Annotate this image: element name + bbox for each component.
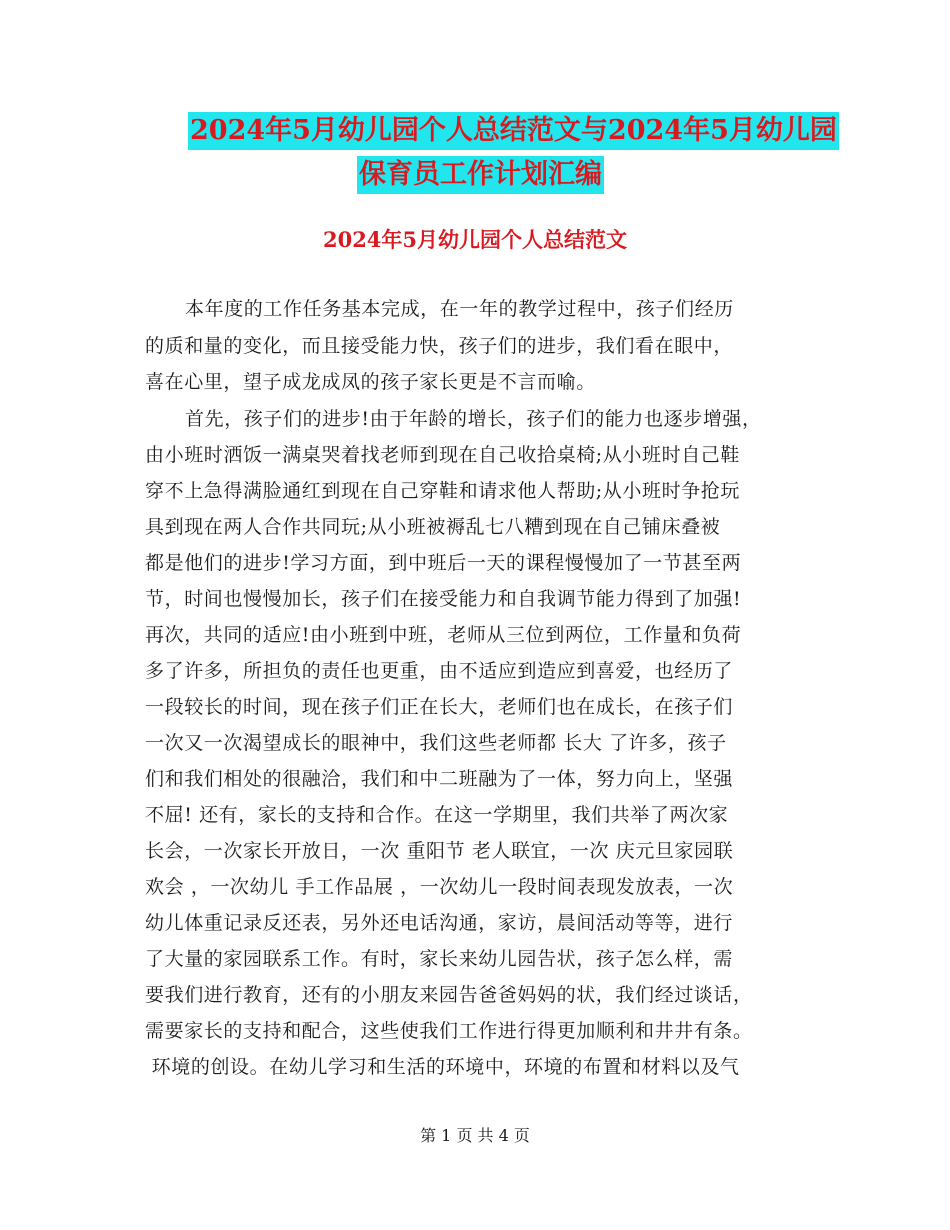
body-line: 由小班时洒饭一满桌哭着找老师到现在自己收拾桌椅;从小班时自己鞋 bbox=[145, 444, 741, 466]
body-line: 喜在心里，望子成龙成凤的孩子家长更是不言而喻。 bbox=[145, 371, 596, 393]
body-line: 一次又一次渴望成长的眼神中，我们这些老师都 长大 了许多，孩子 bbox=[145, 732, 727, 754]
body-line: 们和我们相处的很融洽，我们和中二班融为了一体，努力向上，坚强 bbox=[145, 768, 734, 790]
section-heading: 2024年5月幼儿园个人总结范文 bbox=[322, 227, 628, 252]
body-line: 都是他们的进步!学习方面，到中班后一天的课程慢慢加了一节甚至两 bbox=[145, 552, 742, 574]
title-line-2: 保育员工作计划汇编 bbox=[357, 156, 604, 194]
body-line: 要我们进行教育，还有的小朋友来园告爸爸妈妈的状，我们经过谈话， bbox=[145, 984, 753, 1006]
body-line: 穿不上急得满脸通红到现在自己穿鞋和请求他人帮助;从小班时争抢玩 bbox=[145, 480, 741, 502]
body-line: 需要家长的支持和配合，这些使我们工作进行得更加顺利和井井有条。 bbox=[145, 1020, 753, 1042]
body-line: 节，时间也慢慢加长，孩子们在接受能力和自我调节能力得到了加强! bbox=[145, 588, 742, 610]
page-footer: 第 1 页 共 4 页 bbox=[420, 1126, 530, 1145]
body-line: 幼儿体重记录反还表，另外还电话沟通，家访，晨间活动等等，进行 bbox=[145, 912, 734, 934]
body-line: 一段较长的时间，现在孩子们正在长大，老师们也在成长，在孩子们 bbox=[145, 696, 734, 718]
body-line: 的质和量的变化，而且接受能力快，孩子们的进步，我们看在眼中， bbox=[145, 335, 734, 357]
body-line: 具到现在两人合作共同玩;从小班被褥乱七八糟到现在自己铺床叠被 bbox=[145, 516, 721, 538]
body-line: 再次，共同的适应!由小班到中班，老师从三位到两位，工作量和负荷 bbox=[145, 624, 742, 646]
body-line: 环境的创设。在幼儿学习和生活的环境中，环境的布置和材料以及气 bbox=[145, 1056, 740, 1078]
body-line: 多了许多，所担负的责任也更重，由不适应到造应到喜爱，也经历了 bbox=[145, 660, 734, 682]
body-line: 本年度的工作任务基本完成，在一年的教学过程中，孩子们经历 bbox=[185, 298, 734, 320]
body-line: 欢会 ，一次幼儿 手工作品展 ，一次幼儿一段时间表现发放表，一次 bbox=[145, 876, 734, 898]
body-line: 了大量的家园联系工作。有时，家长来幼儿园告状，孩子怎么样，需 bbox=[145, 948, 734, 970]
body-line: 长会，一次家长开放日，一次 重阳节 老人联宜，一次 庆元旦家园联 bbox=[145, 840, 734, 862]
body-line: 首先，孩子们的进步!由于年龄的增长，孩子们的能力也逐步增强， bbox=[185, 408, 762, 430]
body-line: 不屈! 还有，家长的支持和合作。在这一学期里，我们共举了两次家 bbox=[145, 804, 729, 826]
title-line-1: 2024年5月幼儿园个人总结范文与2024年5月幼儿园 bbox=[188, 112, 839, 150]
